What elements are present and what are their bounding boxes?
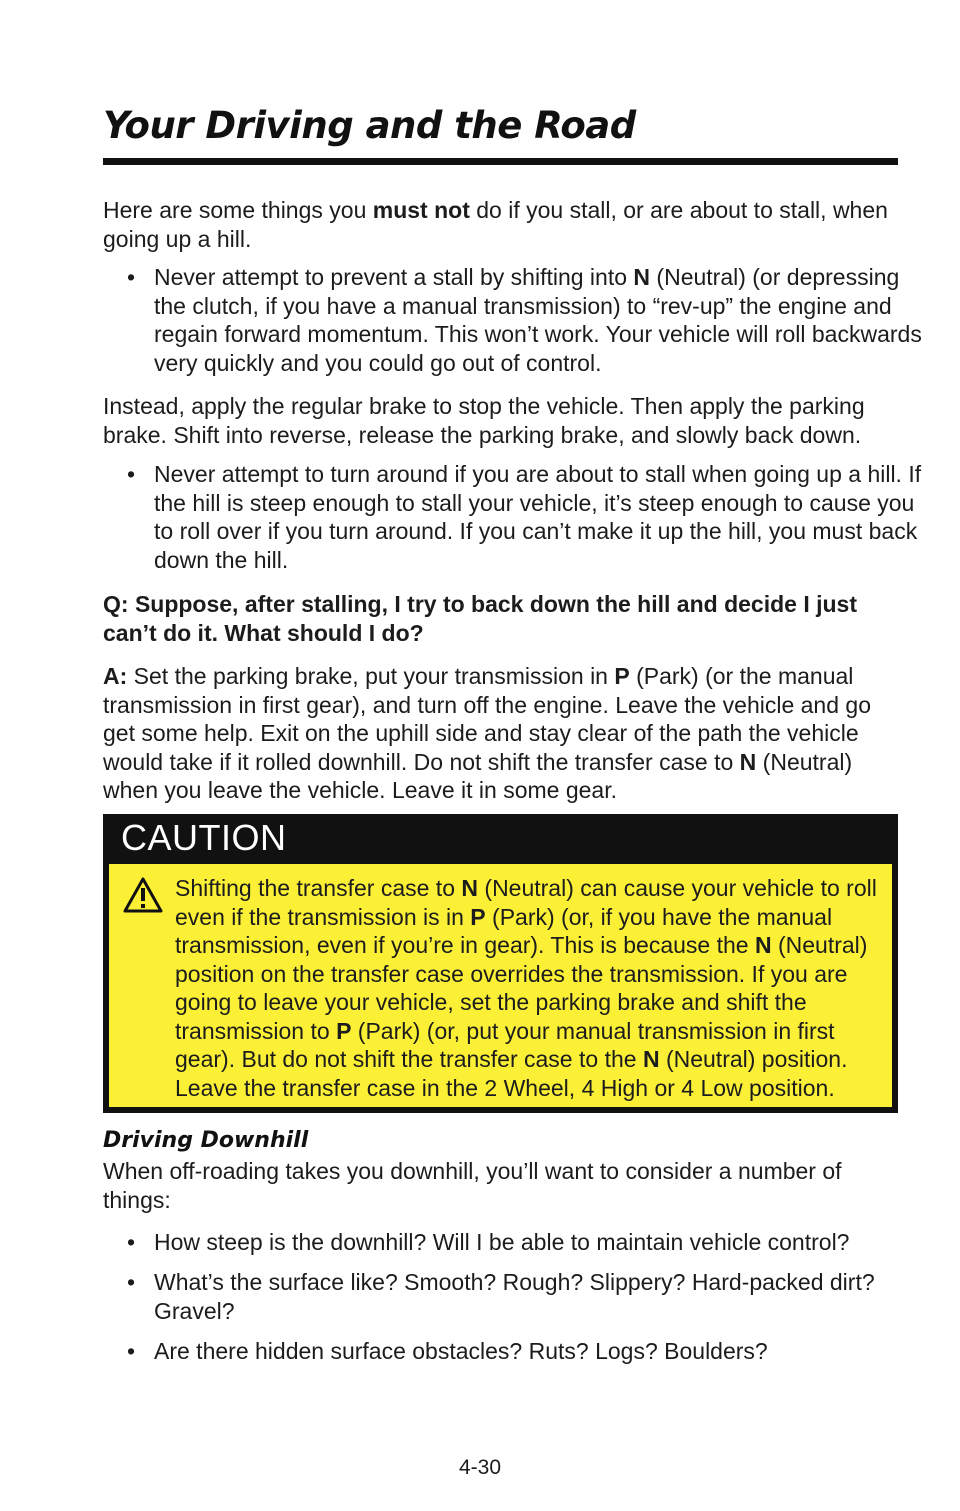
caution-b1: N — [461, 875, 479, 901]
answer-text-e: (Neutral) when you leave the vehicle. Leave it in some gear. — [103, 748, 853, 803]
section-subheading: Driving Downhill — [103, 1128, 309, 1153]
bullet-icon: • — [127, 461, 136, 487]
caution-b5: N — [642, 1046, 660, 1072]
bullet1-emphasis: N — [633, 264, 651, 290]
caution-heading: CAUTION — [121, 817, 287, 858]
bullet3-text-2: Are there hidden surface obstacles? Ruts? Logs? Boulders? — [154, 1338, 768, 1364]
list-item — [127, 263, 926, 377]
caution-t2: (Neutral) can cause your vehicle to roll even if the transmission is in — [175, 875, 877, 930]
paragraph-2: Instead, apply the regular brake to stop the vehicle. Then apply the parking brake. Shift into reverse, release the parking brake, and slowly back down. — [103, 393, 865, 448]
bullet2-text: Never attempt to turn around if you are about to stall when going up a hill. If the hill is steep enough to stall your vehicle, it’s steep enough to cause you to roll over if you turn around. If you can’t make it up the hill, you must back down the hill. — [154, 461, 922, 573]
caution-body — [109, 864, 892, 1107]
list-item — [127, 1228, 926, 1257]
caution-b4: P — [336, 1017, 352, 1044]
bullet-icon: • — [127, 1229, 136, 1255]
answer-text-c: (Park) (or the manual transmission in first gear), and turn off the engine. Leave the vehicle and go get some help. Exit on the uphill side and stay clear of the path the vehicle would take if it rolled downhill. Do not shift the transfer case to — [103, 663, 871, 775]
question: Q: Suppose, after stalling, I try to back down the hill and decide I just can’t do it. What should I do? — [103, 591, 857, 646]
list-item — [127, 1268, 926, 1325]
answer-emphasis-p: P — [614, 663, 630, 689]
answer-text-a: Set the parking brake, put your transmission in — [127, 663, 615, 689]
answer-label: A: — [103, 663, 128, 689]
caution-text — [175, 874, 885, 1102]
bullet-icon: • — [127, 264, 136, 290]
caution-b3: N — [754, 932, 772, 958]
intro-text-c: do if you stall, or are about to stall, when going up a hill. — [103, 197, 888, 252]
title-rule — [103, 158, 898, 165]
caution-t3: (Park) (or, if you have the manual transmission, even if you’re in gear). This is because the — [175, 903, 833, 958]
intro-emphasis: must not — [372, 197, 470, 223]
bullet3-text-1: What’s the surface like? Smooth? Rough? Slippery? Hard-packed dirt? Gravel? — [154, 1269, 875, 1324]
bullet-icon: • — [127, 1269, 136, 1295]
paragraph-3: When off-roading takes you downhill, you’ll want to consider a number of things: — [103, 1158, 842, 1213]
bullet3-text-0: How steep is the downhill? Will I be able to maintain vehicle control? — [154, 1229, 850, 1255]
caution-t4: (Neutral) position on the transfer case overrides the transmission. If you are going to leave your vehicle, set the parking brake and shift the transmission to — [175, 932, 868, 1044]
caution-t5: (Park) (or, put your manual transmission in first gear). But do not shift the transfer case to the — [175, 1017, 835, 1072]
warning-triangle-icon — [123, 877, 163, 913]
intro-text-a: Here are some things you — [103, 197, 373, 223]
page-number: 4-30 — [458, 1456, 502, 1479]
intro-paragraph — [103, 196, 893, 253]
answer-paragraph — [103, 662, 893, 805]
caution-t1: Shifting the transfer case to — [175, 875, 462, 901]
answer-emphasis-n: N — [739, 748, 757, 775]
caution-t6: (Neutral) position. Leave the transfer case in the 2 Wheel, 4 High or 4 Low position. — [175, 1046, 848, 1101]
bullet-icon: • — [127, 1338, 136, 1364]
list-item — [127, 460, 926, 574]
caution-box — [103, 814, 898, 1113]
caution-b2: P — [470, 903, 486, 930]
bullet1-text-a: Never attempt to prevent a stall by shifting into — [154, 264, 634, 290]
page-title: Your Driving and the Road — [103, 104, 636, 147]
bullet1-text-c: (Neutral) (or depressing the clutch, if you have a manual transmission) to “rev-up” the engine and regain forward momentum. This won’t work. Your vehicle will roll backwards very quickly and you could go out of control. — [154, 264, 922, 376]
list-item — [127, 1337, 926, 1366]
